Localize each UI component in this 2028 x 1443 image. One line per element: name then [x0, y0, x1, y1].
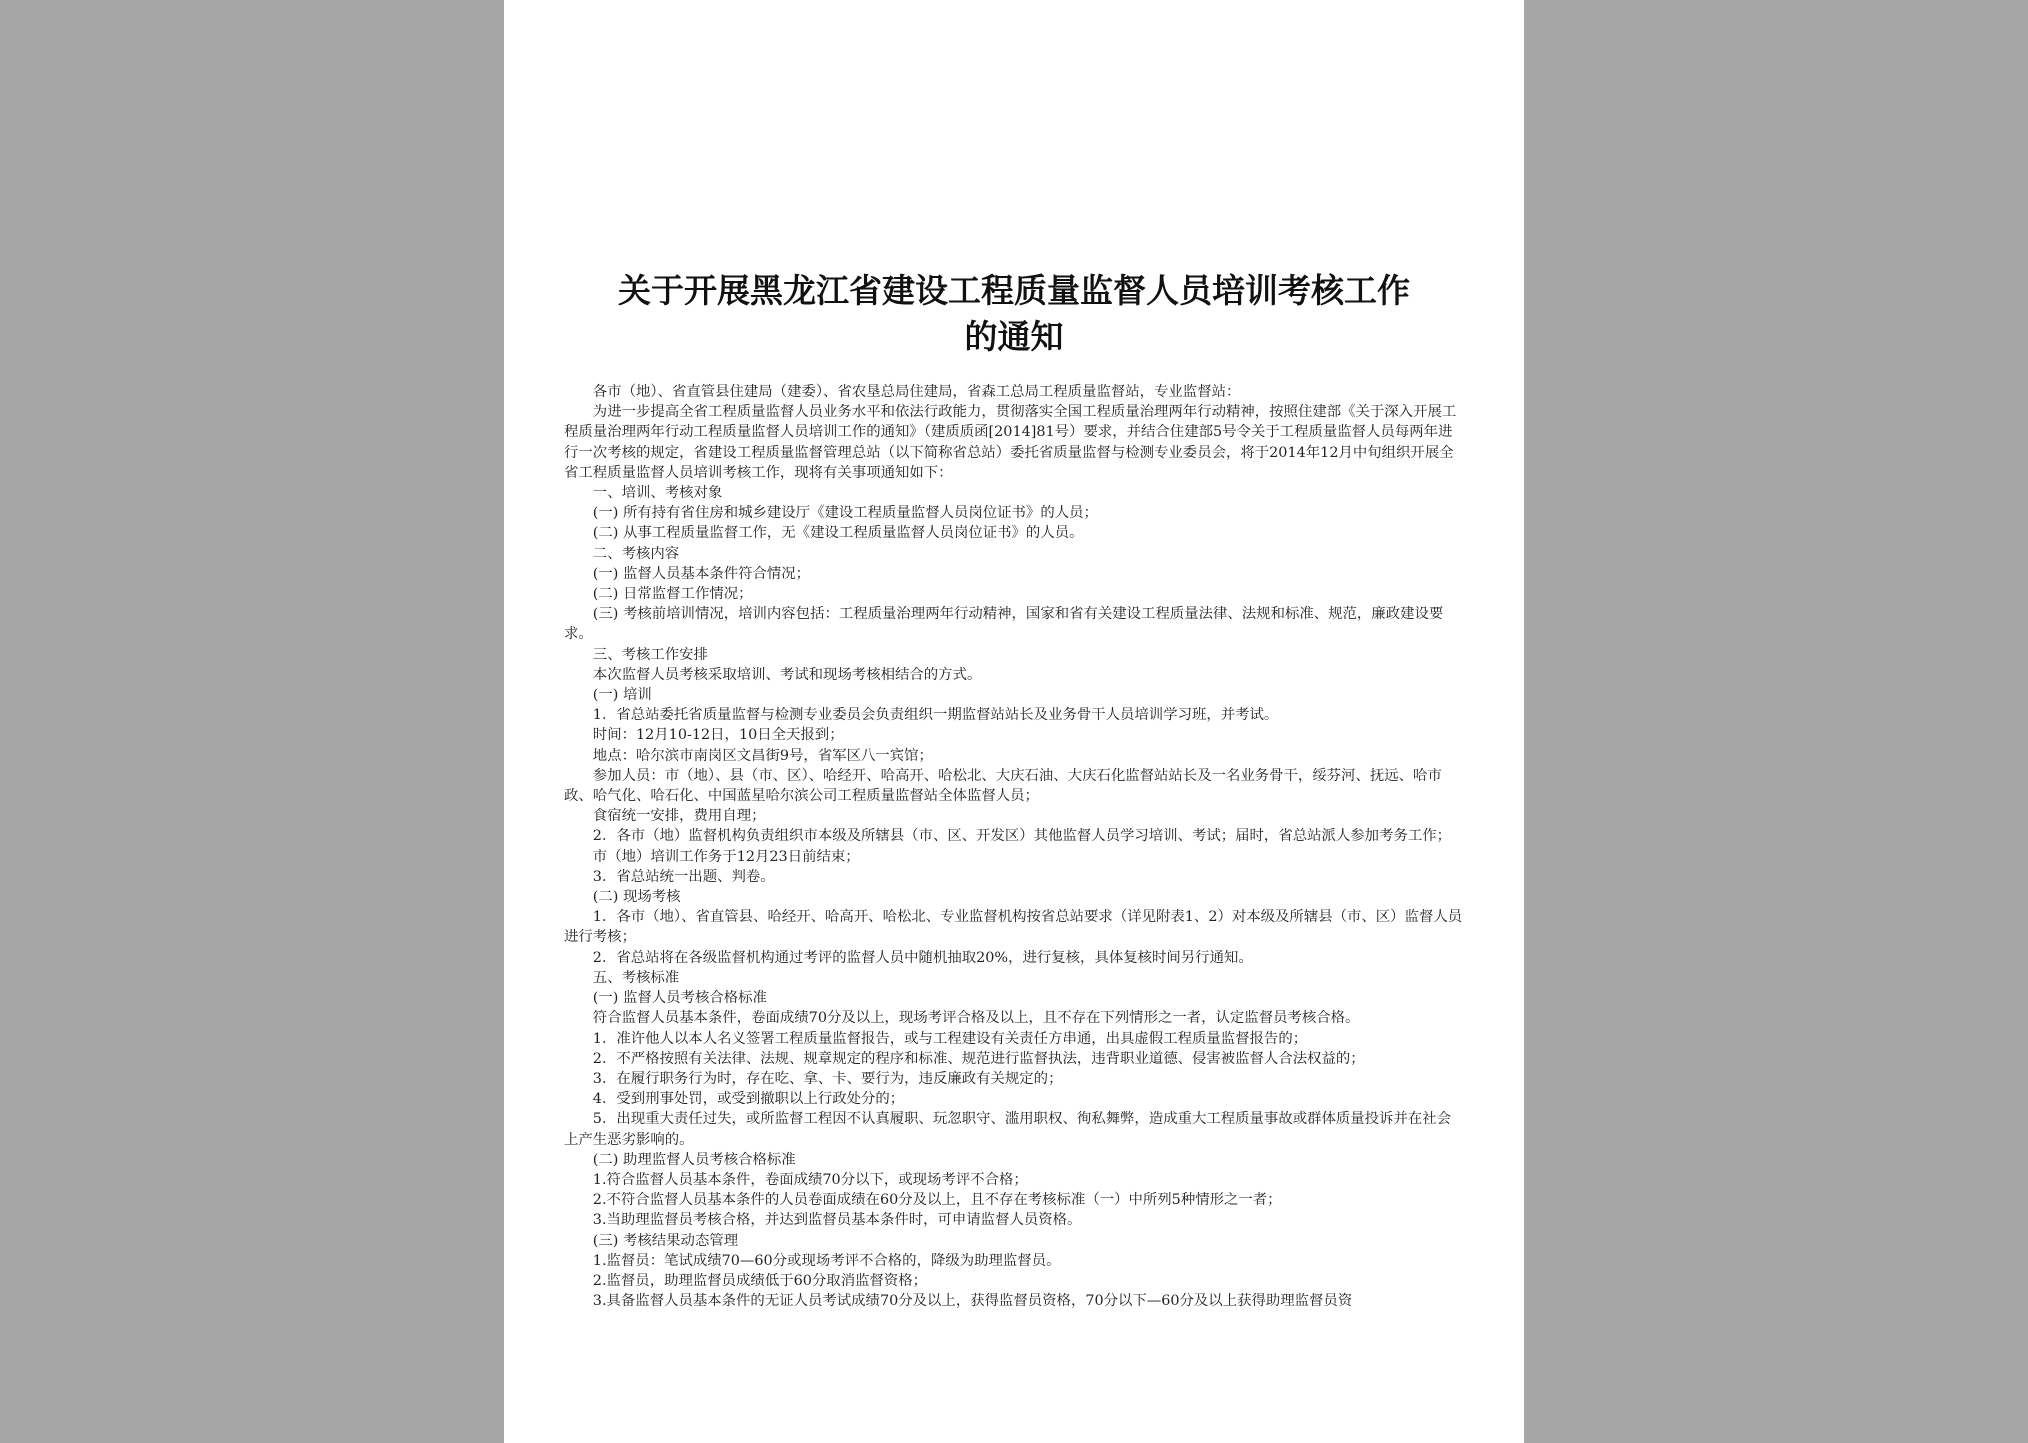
paragraph: (一) 监督人员考核合格标准 [592, 990, 767, 1007]
paragraph: 2．不严格按照有关法律、法规、规章规定的程序和标准、规范进行监督执法，违背职业道德、侵害被监督人合法权益的； [592, 1050, 1365, 1067]
paragraph: 市（地）培训工作务于12月23日前结束； [592, 848, 860, 865]
paragraph: 食宿统一安排，费用自理； [592, 808, 766, 825]
paragraph: 1．各市（地）、省直管县、哈经开、哈高开、哈松北、专业监督机构按省总站要求（详见附表1、2）对本级及所辖县（市、区）监督人员进行考核； [564, 909, 1463, 946]
document-title [564, 268, 1464, 360]
document-page [504, 0, 1524, 1443]
paragraph: 符合监督人员基本条件，卷面成绩70分及以上，现场考评合格及以上，且不存在下列情形之一者，认定监督员考核合格。 [592, 1010, 1360, 1027]
paragraph: 1．省总站委托省质量监督与检测专业委员会负责组织一期监督站站长及业务骨干人员培训学习班，并考试。 [592, 707, 1279, 724]
paragraph: 二、考核内容 [592, 545, 680, 562]
paragraph: 本次监督人员考核采取培训、考试和现场考核相结合的方式。 [592, 666, 982, 683]
paragraph: 时间：12月10-12日，10日全天报到； [592, 727, 844, 744]
paragraph: 2．各市（地）监督机构负责组织市本级及所辖县（市、区、开发区）其他监督人员学习培训、考试；届时，省总站派人参加考务工作； [592, 828, 1452, 845]
paragraph: (二) 从事工程质量监督工作，无《建设工程质量监督人员岗位证书》的人员。 [592, 525, 1084, 542]
paragraph: 3.当助理监督员考核合格，并达到监督员基本条件时，可申请监督人员资格。 [592, 1212, 1082, 1229]
paragraph: 各市（地）、省直管县住建局（建委）、省农垦总局住建局，省森工总局工程质量监督站，专业监督站： [592, 384, 1241, 400]
paragraph: 三、考核工作安排 [592, 646, 708, 663]
paragraph: (二) 助理监督人员考核合格标准 [592, 1151, 796, 1168]
paragraph: 3．在履行职务行为时，存在吃、拿、卡、要行为，违反廉政有关规定的； [592, 1070, 1063, 1087]
document-title-line-1: 关于开展黑龙江省建设工程质量监督人员培训考核工作 [618, 271, 1410, 310]
paragraph: 参加人员：市（地）、县（市、区）、哈经开、哈高开、哈松北、大庆石油、大庆石化监督站站长及一名业务骨干，绥芬河、抚远、哈市政、哈气化、哈石化、中国蓝星哈尔滨公司工程质量监督站全体监督人员； [564, 767, 1442, 805]
paragraph: 3．省总站统一出题、判卷。 [592, 868, 775, 885]
paragraph: (二) 现场考核 [592, 889, 681, 906]
paragraph: (一) 监督人员基本条件符合情况； [592, 565, 811, 582]
paragraph: (三) 考核前培训情况，培训内容包括：工程质量治理两年行动精神，国家和省有关建设工程质量法律、法规和标准、规范，廉政建设要求。 [564, 606, 1444, 643]
paragraph: 地点：哈尔滨市南岗区文昌街9号，省军区八一宾馆； [592, 747, 933, 764]
paragraph: (一) 培训 [592, 687, 652, 704]
paragraph: 一、培训、考核对象 [592, 485, 723, 502]
paragraph: 2.不符合监督人员基本条件的人员卷面成绩在60分及以上，且不存在考核标准（一）中所列5种情形之一者； [592, 1192, 1282, 1209]
paragraph: 为进一步提高全省工程质量监督人员业务水平和依法行政能力，贯彻落实全国工程质量治理两年行动精神，按照住建部《关于深入开展工程质量治理两年行动工程质量监督人员培训工作的通知》（建质质函[2014]81号）要求，并结合住建部5号令关于工程质量监督人员每两年进行一次考核的规定，省建设工程质量监督管理总站（以下简称省总站）委托省质量监督与检测专业委员会，将于2014年12月中旬组织开展全省工程质量监督人员培训考核工作，现将有关事项通知如下： [564, 404, 1457, 481]
paragraph: 4．受到刑事处罚，或受到撤职以上行政处分的； [592, 1091, 905, 1108]
paragraph: 2．省总站将在各级监督机构通过考评的监督人员中随机抽取20%，进行复核，具体复核时间另行通知。 [592, 949, 1253, 966]
paragraph: (一) 所有持有省住房和城乡建设厅《建设工程质量监督人员岗位证书》的人员； [592, 505, 1098, 522]
paragraph: (三) 考核结果动态管理 [592, 1232, 739, 1249]
paragraph: 3.具备监督人员基本条件的无证人员考试成绩70分及以上，获得监督员资格，70分以下—60分及以上获得助理监督员资 [592, 1293, 1353, 1310]
paragraph: 2.监督员，助理监督员成绩低于60分取消监督资格； [592, 1272, 928, 1289]
paragraph: (二) 日常监督工作情况； [592, 586, 753, 603]
document-title-line-2: 的通知 [964, 317, 1064, 356]
paragraph: 1.监督员：笔试成绩70—60分或现场考评不合格的，降级为助理监督员。 [592, 1252, 1061, 1269]
document-body [564, 382, 1464, 1311]
paragraph: 五、考核标准 [592, 969, 680, 986]
paragraph: 1．准许他人以本人名义签署工程质量监督报告，或与工程建设有关责任方串通，出具虚假工程质量监督报告的； [592, 1030, 1308, 1047]
paragraph: 5．出现重大责任过失，或所监督工程因不认真履职、玩忽职守、滥用职权、徇私舞弊，造成重大工程质量事故或群体质量投诉并在社会上产生恶劣影响的。 [564, 1111, 1452, 1148]
paragraph: 1.符合监督人员基本条件，卷面成绩70分以下，或现场考评不合格； [592, 1171, 1028, 1188]
